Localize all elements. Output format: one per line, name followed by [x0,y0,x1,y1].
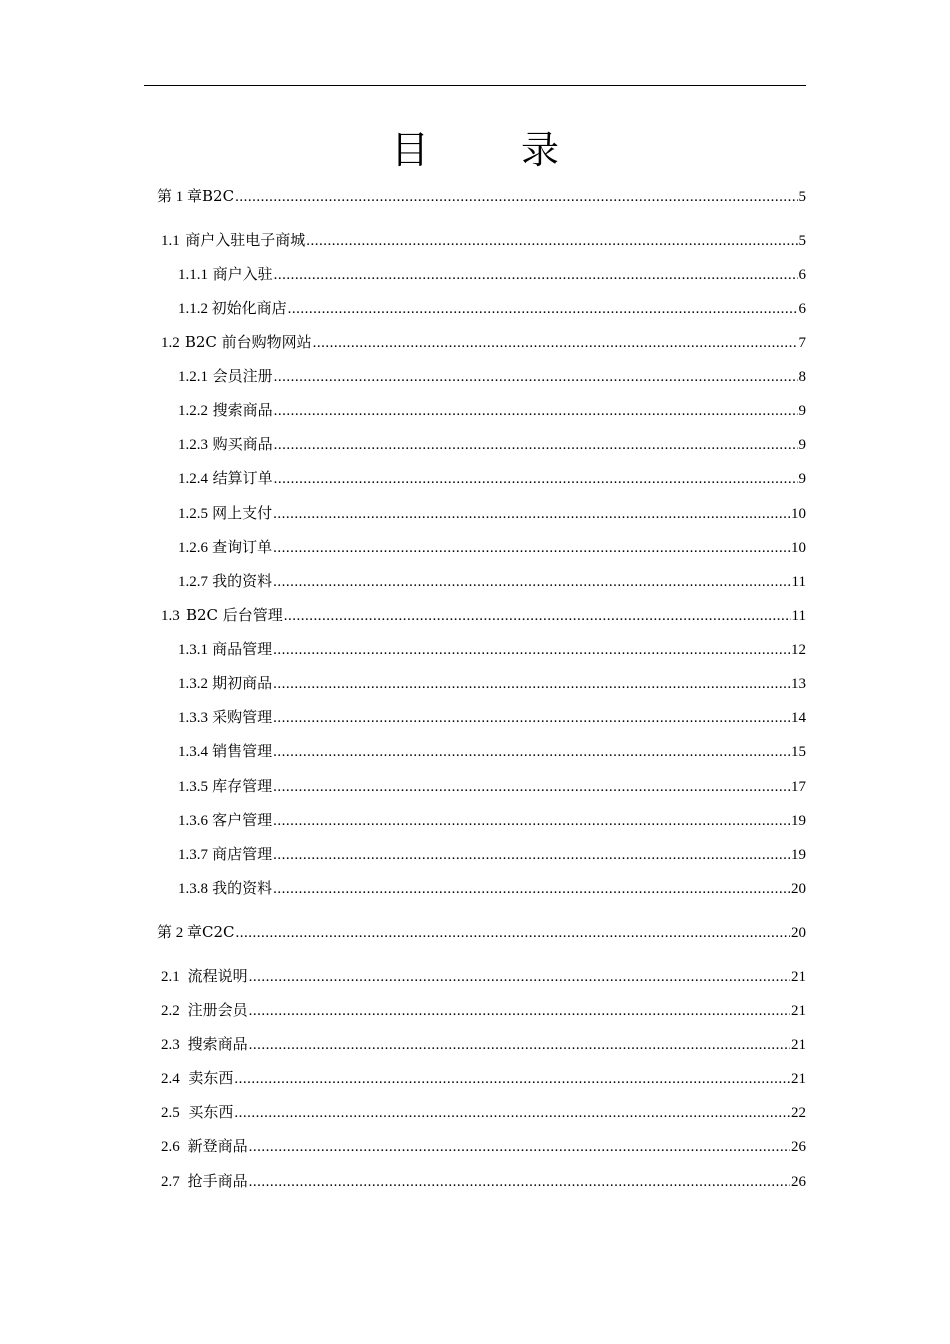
toc-entry-page: 6 [798,267,806,283]
toc-entry-title: 商户入驻 [212,265,273,283]
toc-entry-number: 2.3 [161,1037,180,1053]
toc-dot-leader [274,468,798,490]
toc-entry-number: 1.3.7 [178,847,208,863]
toc-entry[interactable] [161,999,806,1021]
toc-dot-leader [274,264,798,286]
toc-entry[interactable] [178,809,806,831]
toc-entry-number: 1.2.6 [178,540,208,556]
toc-entry[interactable] [178,706,806,728]
toc-entry-page: 13 [791,676,806,692]
toc-entry-number: 2.7 [161,1174,180,1190]
toc-entry-page: 21 [791,1003,806,1019]
toc-entry-number: 第 1 章 [157,189,203,205]
toc-dot-leader [235,186,797,208]
toc-entry[interactable] [161,1135,806,1157]
toc-entry[interactable] [178,843,806,865]
toc-entry[interactable] [178,740,806,762]
toc-entry-title: 新登商品 [187,1137,248,1155]
toc-entry[interactable] [178,433,806,455]
toc-entry-title: 搜索商品 [212,401,273,419]
toc-entry-page: 21 [791,969,806,985]
toc-entry-title: 查询订单 [212,538,273,556]
toc-entry[interactable] [161,1033,806,1055]
toc-dot-leader [274,400,798,422]
toc-entry-number: 1.3.6 [178,813,208,829]
toc-entry-number: 1.3.8 [178,881,208,897]
toc-dot-leader [273,673,790,695]
toc-entry-title: 注册会员 [187,1001,248,1019]
toc-entry-title: 库存管理 [212,777,273,795]
toc-entry[interactable] [161,1067,806,1089]
toc-entry-title: 网上支付 [212,504,273,522]
toc-dot-leader [249,1171,790,1193]
toc-entry-title: 期初商品 [212,674,273,692]
toc-entry-page: 21 [791,1071,806,1087]
toc-entry-title: 结算订单 [212,469,273,487]
toc-entry[interactable] [178,502,806,524]
toc-entry-title: B2C 后台管理 [185,606,283,624]
toc-entry-title: 我的资料 [212,572,273,590]
toc-entry-number: 1.3.3 [178,710,208,726]
toc-entry-number: 第 2 章 [157,925,203,941]
toc-entry-number: 1.2.4 [178,471,208,487]
toc-entry-page: 20 [791,925,806,941]
toc-entry-page: 9 [798,471,806,487]
toc-entry-number: 2.4 [161,1071,180,1087]
toc-entry[interactable] [161,1170,806,1192]
toc-entry[interactable] [161,604,806,626]
toc-entry-page: 14 [791,710,806,726]
toc-entry-title: B2C [202,187,235,205]
toc-entry-page: 7 [798,335,806,351]
toc-entry[interactable] [178,775,806,797]
toc-entry[interactable] [178,877,806,899]
toc-entry-page: 15 [791,744,806,760]
toc-dot-leader [313,332,798,354]
toc-entry-title: 抢手商品 [187,1172,248,1190]
toc-entry-title: 初始化商店 [211,299,287,317]
toc-entry-page: 5 [798,233,806,249]
toc-entry-page: 22 [791,1105,806,1121]
toc-entry-number: 1.1.2 [178,301,208,317]
toc-entry-title: 买东西 [188,1103,234,1121]
toc-entry-number: 1.1 [161,233,180,249]
toc-entry-title: 商品管理 [212,640,273,658]
toc-entry[interactable] [178,365,806,387]
toc-dot-leader [249,966,790,988]
toc-entry[interactable] [161,965,806,987]
toc-entry-number: 1.3.4 [178,744,208,760]
toc-entry-title: 购买商品 [212,435,273,453]
toc-entry-title: 采购管理 [212,708,273,726]
toc-entry[interactable] [178,467,806,489]
header-rule [144,85,806,86]
toc-entry-title: 搜索商品 [187,1035,248,1053]
toc-dot-leader [273,571,790,593]
toc-dot-leader [273,844,790,866]
toc-entry-page: 9 [798,437,806,453]
toc-entry-page: 21 [791,1037,806,1053]
toc-entry-number: 2.6 [161,1139,180,1155]
toc-entry-number: 1.3 [161,608,180,624]
toc-entry-page: 19 [791,813,806,829]
toc-dot-leader [274,434,798,456]
toc-entry[interactable] [178,672,806,694]
toc-entry-number: 1.3.5 [178,779,208,795]
toc-entry-page: 6 [798,301,806,317]
toc-entry-page: 11 [791,608,806,624]
toc-entry[interactable] [161,331,806,353]
toc-dot-leader [236,922,790,944]
toc-entry-page: 8 [798,369,806,385]
toc-entry[interactable] [178,263,806,285]
toc-entry-page: 20 [791,881,806,897]
toc-entry-title: 我的资料 [212,879,273,897]
toc-entry[interactable] [178,297,806,319]
toc-entry-title: C2C [202,923,235,941]
toc-dot-leader [273,741,790,763]
toc-entry-page: 26 [791,1139,806,1155]
toc-entry-number: 1.1.1 [178,267,208,283]
toc-dot-leader [273,707,790,729]
toc-dot-leader [234,1102,790,1124]
toc-dot-leader [273,810,790,832]
toc-dot-leader [284,605,791,627]
toc-dot-leader [273,878,790,900]
toc-entry[interactable] [178,638,806,660]
toc-entry[interactable] [161,229,806,251]
toc-dot-leader [249,1000,790,1022]
toc-dot-leader [273,503,790,525]
toc-entry-title: B2C 前台购物网站 [184,333,312,351]
toc-entry[interactable] [178,536,806,558]
toc-entry-title: 商店管理 [212,845,273,863]
toc-dot-leader [249,1034,790,1056]
toc-entry[interactable] [178,570,806,592]
toc-entry-page: 19 [791,847,806,863]
toc-entry-number: 1.2 [161,335,180,351]
toc-entry-title: 卖东西 [188,1069,234,1087]
toc-entry-number: 1.3.1 [178,642,208,658]
toc-entry-title: 销售管理 [212,742,273,760]
toc-entry-page: 5 [798,189,806,205]
toc-entry[interactable] [157,921,806,943]
page-title: 目 录 [390,128,600,172]
toc-entry-page: 9 [798,403,806,419]
toc-dot-leader [288,298,798,320]
toc-entry-number: 1.2.3 [178,437,208,453]
toc-entry-number: 1.2.1 [178,369,208,385]
toc-dot-leader [306,230,797,252]
toc-dot-leader [273,537,790,559]
toc-dot-leader [234,1068,790,1090]
toc-entry[interactable] [178,399,806,421]
toc-entry-title: 商户入驻电子商城 [185,231,306,249]
toc-entry-page: 12 [791,642,806,658]
toc-entry[interactable] [161,1101,806,1123]
toc-entry-number: 2.1 [161,969,180,985]
toc-entry-title: 客户管理 [212,811,273,829]
toc-entry-number: 2.5 [161,1105,180,1121]
toc-entry-page: 17 [791,779,806,795]
toc-entry-number: 1.2.5 [178,506,208,522]
toc-entry-title: 会员注册 [212,367,273,385]
toc-entry-title: 流程说明 [187,967,248,985]
toc-dot-leader [249,1136,790,1158]
toc-entry-number: 2.2 [161,1003,180,1019]
toc-entry-page: 10 [791,540,806,556]
toc-entry-number: 1.2.7 [178,574,208,590]
toc-entry-number: 1.2.2 [178,403,208,419]
toc-dot-leader [274,366,798,388]
toc-dot-leader [273,639,790,661]
toc-entry-page: 11 [791,574,806,590]
toc-entry-number: 1.3.2 [178,676,208,692]
toc-entry-page: 26 [791,1174,806,1190]
toc-entry-page: 10 [791,506,806,522]
toc-dot-leader [273,776,790,798]
toc-entry[interactable] [157,185,806,207]
